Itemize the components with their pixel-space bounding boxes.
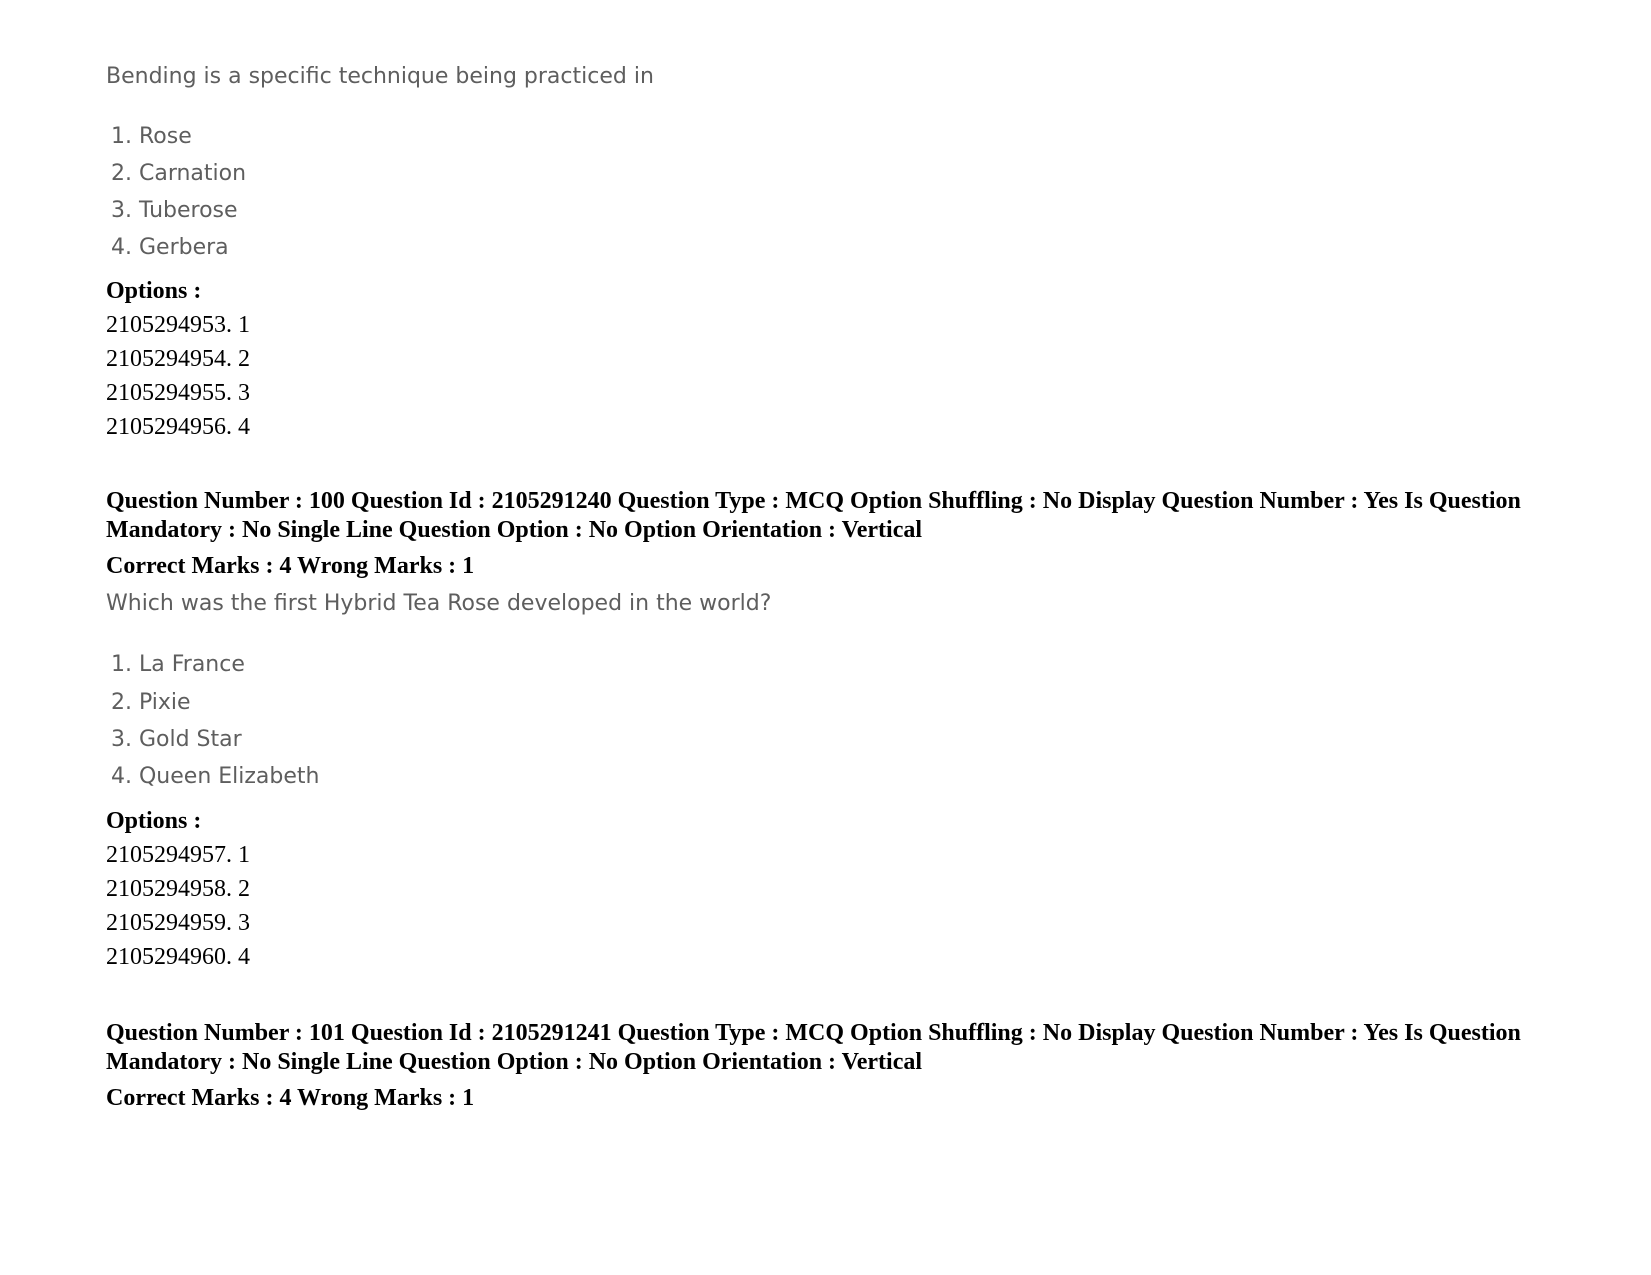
options-label: Options : bbox=[106, 278, 202, 304]
question-meta: Question Number : 100 Question Id : 2105291240 Question Type : MCQ Option Shuffling : No Display Question Number : Yes Is Question Mandatory : No Single Line Question Option : No Option Orientation : Vertical bbox=[106, 488, 1521, 543]
option-id-line: 2105294959. 3 bbox=[106, 910, 250, 936]
answer-choice: 4. Gerbera bbox=[111, 235, 229, 260]
option-id-line: 2105294958. 2 bbox=[106, 876, 250, 902]
option-id-line: 2105294956. 4 bbox=[106, 414, 250, 440]
option-id-line: 2105294960. 4 bbox=[106, 944, 250, 970]
question-meta: Question Number : 101 Question Id : 2105291241 Question Type : MCQ Option Shuffling : No Display Question Number : Yes Is Question Mandatory : No Single Line Question Option : No Option Orientation : Vertical bbox=[106, 1020, 1521, 1075]
option-id-line: 2105294953. 1 bbox=[106, 312, 250, 338]
options-label: Options : bbox=[106, 808, 202, 834]
marks-line: Correct Marks : 4 Wrong Marks : 1 bbox=[106, 1085, 475, 1111]
answer-choice: 4. Queen Elizabeth bbox=[111, 764, 320, 789]
question-text: Bending is a specific technique being practiced in bbox=[106, 64, 654, 89]
marks-line: Correct Marks : 4 Wrong Marks : 1 bbox=[106, 553, 475, 579]
option-id-line: 2105294955. 3 bbox=[106, 380, 250, 406]
option-id-line: 2105294954. 2 bbox=[106, 346, 250, 372]
answer-choice: 1. Rose bbox=[111, 124, 192, 149]
answer-choice: 2. Carnation bbox=[111, 161, 247, 186]
question-text: Which was the first Hybrid Tea Rose developed in the world? bbox=[106, 591, 772, 616]
answer-choice: 1. La France bbox=[111, 652, 245, 677]
answer-choice: 2. Pixie bbox=[111, 690, 191, 715]
option-id-line: 2105294957. 1 bbox=[106, 842, 250, 868]
answer-choice: 3. Tuberose bbox=[111, 198, 238, 223]
answer-choice: 3. Gold Star bbox=[111, 727, 242, 752]
